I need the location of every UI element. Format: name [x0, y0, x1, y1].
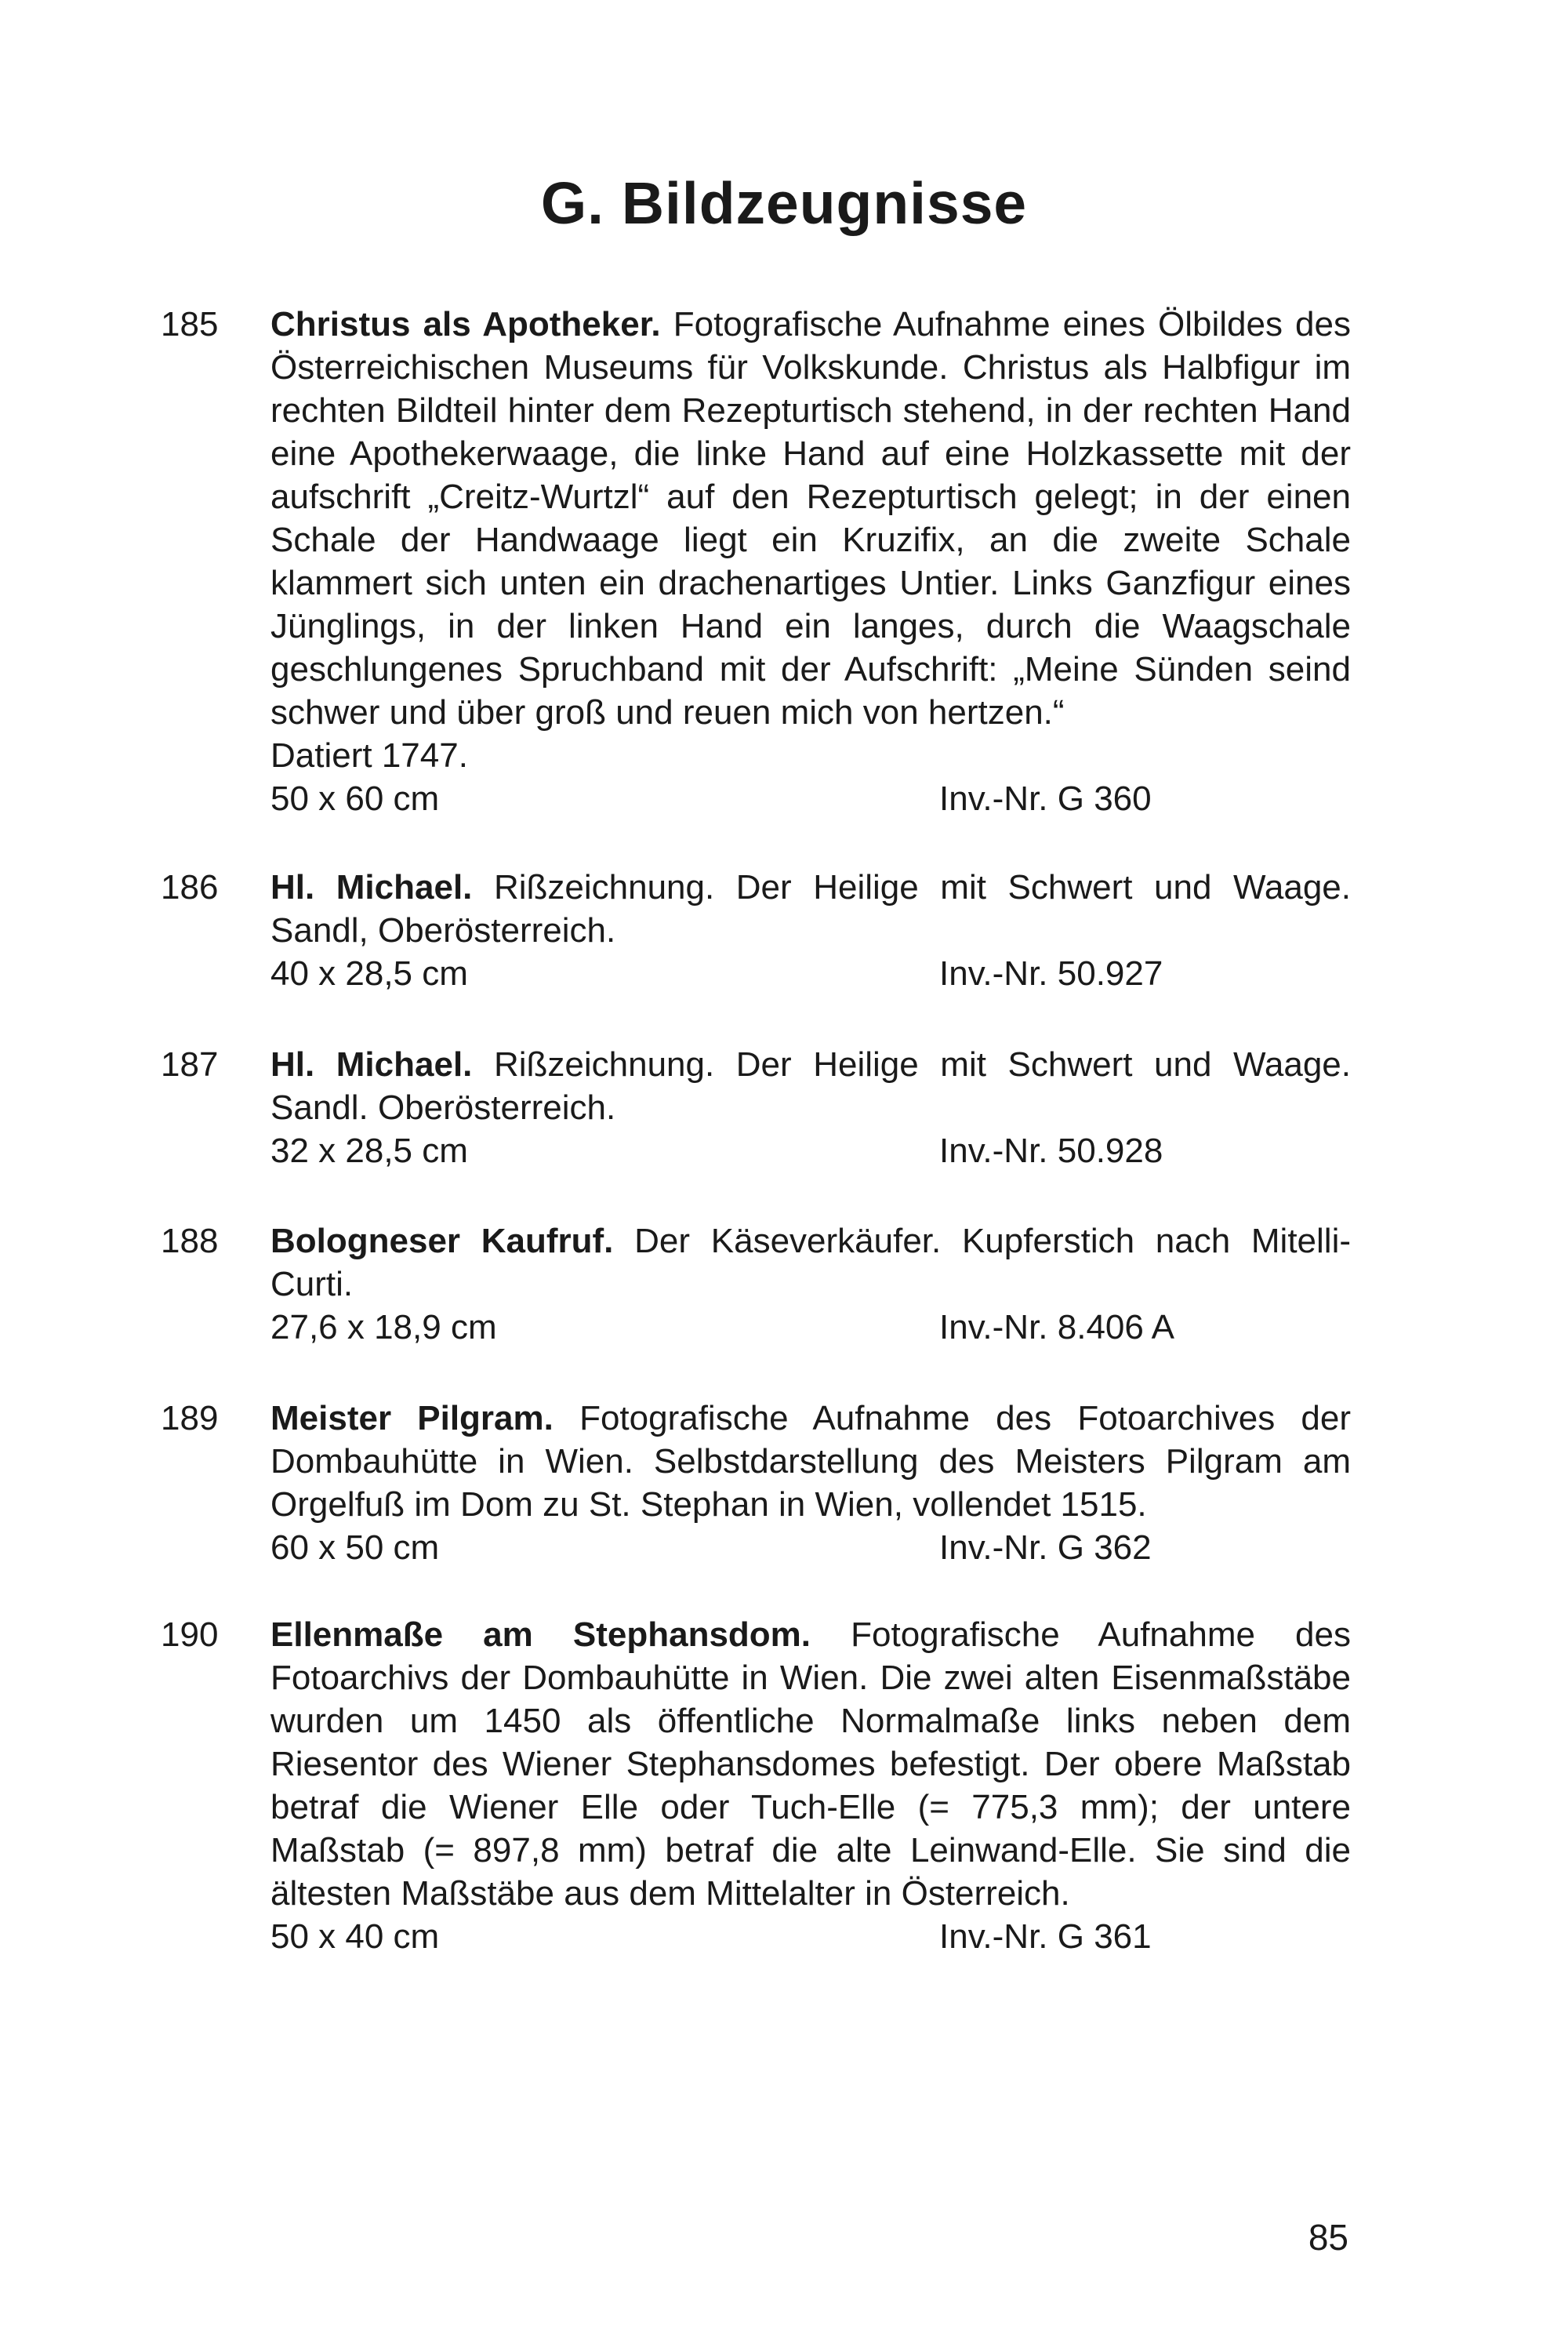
- section-heading: G. Bildzeugnisse: [540, 170, 1028, 236]
- entry-number: 190: [161, 1615, 219, 1654]
- entry-title: Bologneser Kaufruf.: [270, 1222, 614, 1260]
- entry-text: Der Käseverkäufer. Kupferstich nach Mitelli-Curti.: [270, 1222, 1352, 1303]
- entry-description: [270, 1043, 1351, 1129]
- entry-inventory-number: Inv.-Nr. 8.406 A: [939, 1308, 1175, 1346]
- entry-meta: [270, 1915, 1351, 1958]
- entry-title: Hl. Michael.: [270, 868, 473, 907]
- entry-dimensions: 32 x 28,5 cm: [270, 1132, 468, 1170]
- entry-number: 187: [161, 1045, 219, 1084]
- entry-description: [270, 1397, 1351, 1526]
- entry-meta: [270, 952, 1351, 995]
- entry-meta: [270, 777, 1351, 820]
- entry-number: 185: [161, 305, 219, 343]
- entry-dimensions: 50 x 40 cm: [270, 1917, 440, 1956]
- page-number: 85: [1308, 2217, 1348, 2258]
- entry-text: Fotografische Aufnahme eines Ölbildes des Österreichischen Museums für Volkskunde. Christus als Halbfigur im rechten Bildteil hinter dem Rezepturtisch stehend, in der rechten Hand eine Apothekerwaage, die linke Hand auf eine Holzkassette mit der aufschrift „Creitz-Wurtzl“ auf den Rezepturtisch gelegt; in der einen Schale der Handwaage liegt ein Kruzifix, an die zweite Schale klammert sich unten ein drachenartiges Untier. Links Ganzfigur eines Jünglings, in der linken Hand ein langes, durch die Waagschale geschlungenes Spruchband mit der Aufschrift: „Meine Sünden seind schwer und über groß und reuen mich von hertzen.“: [270, 305, 1351, 732]
- entry-description: [270, 866, 1351, 952]
- entry-body: [270, 1397, 1351, 1569]
- entry-title: Ellenmaße am Stephansdom.: [270, 1615, 811, 1654]
- entry-text: Fotografische Aufnahme des Fotoarchives der Dombauhütte in Wien. Selbstdarstellung des Meisters Pilgram am Orgelfuß im Dom zu St. Stephan in Wien, vollendet 1515.: [270, 1399, 1351, 1524]
- entry-number: 186: [161, 868, 219, 907]
- entry-date: Datiert 1747.: [270, 736, 468, 775]
- entry-dimensions: 40 x 28,5 cm: [270, 954, 468, 993]
- entry-title: Hl. Michael.: [270, 1045, 473, 1084]
- entry-body: [270, 303, 1351, 820]
- entry-body: [270, 1043, 1351, 1172]
- entry-number: 189: [161, 1399, 219, 1437]
- entry-text: Rißzeichnung. Der Heilige mit Schwert und Waage. Sandl. Oberösterreich.: [270, 1045, 1351, 1127]
- entry-text: Rißzeichnung. Der Heilige mit Schwert und Waage. Sandl, Oberösterreich.: [270, 868, 1351, 950]
- entry-inventory-number: Inv.-Nr. G 361: [939, 1917, 1152, 1956]
- entry-meta: [270, 1306, 1351, 1349]
- entry-dimensions: 27,6 x 18,9 cm: [270, 1308, 497, 1346]
- entry-description: [270, 1613, 1351, 1915]
- entry-title: Christus als Apotheker.: [270, 305, 661, 343]
- entry-body: [270, 1613, 1351, 1958]
- entry-body: [270, 1219, 1351, 1349]
- entry-inventory-number: Inv.-Nr. 50.928: [939, 1132, 1163, 1170]
- entry-description: [270, 303, 1351, 734]
- entry-inventory-number: Inv.-Nr. G 362: [939, 1528, 1152, 1567]
- entry-dimensions: 50 x 60 cm: [270, 779, 440, 818]
- entry-description: [270, 1219, 1351, 1306]
- entry-meta: [270, 1129, 1351, 1172]
- entry-meta: [270, 1526, 1351, 1569]
- entry-inventory-number: Inv.-Nr. G 360: [939, 779, 1152, 818]
- entry-title: Meister Pilgram.: [270, 1399, 554, 1437]
- entry-dimensions: 60 x 50 cm: [270, 1528, 440, 1567]
- entry-body: [270, 866, 1351, 995]
- entry-number: 188: [161, 1222, 219, 1260]
- entry-text: Fotografische Aufnahme des Fotoarchivs der Dombauhütte in Wien. Die zwei alten Eisenmaßstäbe wurden um 1450 als öffentliche Normalmaße links neben dem Riesentor des Wiener Stephansdomes befestigt. Der obere Maßstab betraf die Wiener Elle oder Tuch-Elle (= 775,3 mm); der untere Maßstab (= 897,8 mm) betraf die alte Leinwand-Elle. Sie sind die ältesten Maßstäbe aus dem Mittelalter in Österreich.: [270, 1615, 1351, 1913]
- entry-inventory-number: Inv.-Nr. 50.927: [939, 954, 1163, 993]
